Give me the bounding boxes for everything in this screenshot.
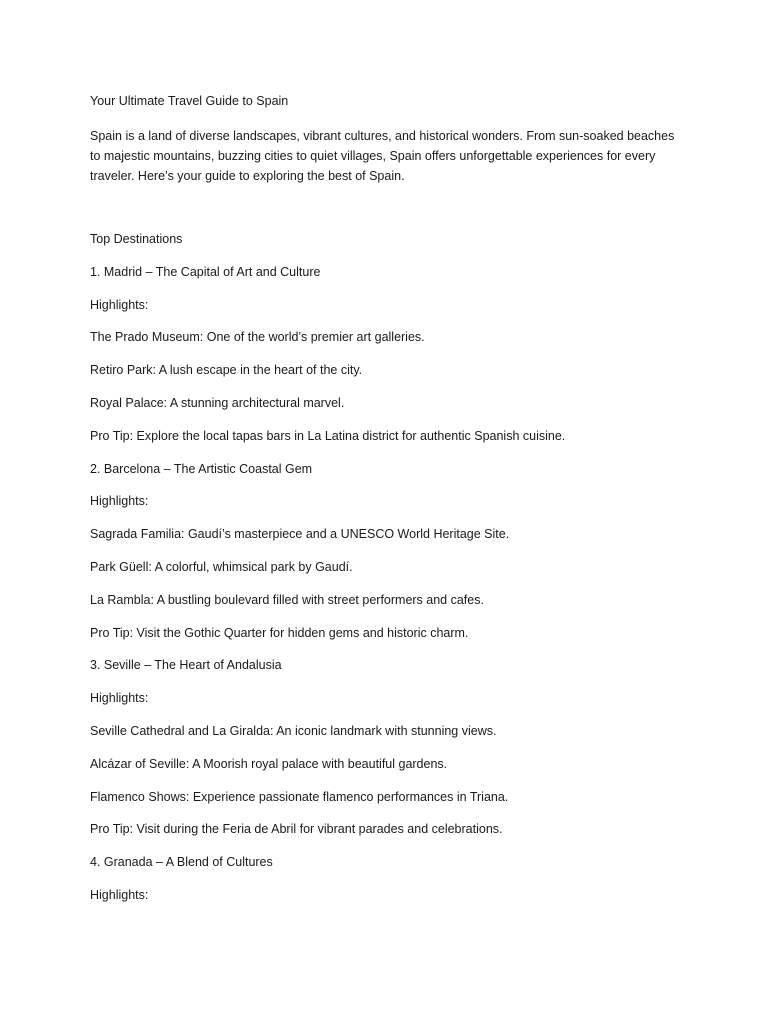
- highlight-item: Flamenco Shows: Experience passionate flamenco performances in Triana.: [90, 789, 509, 804]
- highlights-label: Highlights:: [90, 887, 149, 902]
- destination-heading-madrid: 1. Madrid – The Capital of Art and Culture: [90, 264, 321, 279]
- highlight-item: La Rambla: A bustling boulevard filled with street performers and cafes.: [90, 592, 484, 607]
- highlight-item: Park Güell: A colorful, whimsical park by Gaudí.: [90, 559, 353, 574]
- highlight-item: Sagrada Familia: Gaudí’s masterpiece and a UNESCO World Heritage Site.: [90, 527, 510, 542]
- highlight-item: Royal Palace: A stunning architectural marvel.: [90, 395, 345, 410]
- document-title: Your Ultimate Travel Guide to Spain: [90, 94, 289, 108]
- section-heading-top-destinations: Top Destinations: [90, 232, 183, 246]
- highlights-label: Highlights:: [90, 691, 149, 706]
- destination-heading-granada: 4. Granada – A Blend of Cultures: [90, 855, 273, 870]
- highlight-item: Alcázar of Seville: A Moorish royal palace with beautiful gardens.: [90, 756, 448, 771]
- highlights-label: Highlights:: [90, 297, 149, 312]
- highlight-item: Seville Cathedral and La Giralda: An iconic landmark with stunning views.: [90, 723, 497, 738]
- pro-tip: Pro Tip: Visit the Gothic Quarter for hidden gems and historic charm.: [90, 625, 469, 640]
- destination-heading-barcelona: 2. Barcelona – The Artistic Coastal Gem: [90, 461, 313, 476]
- document-body: [90, 231, 680, 920]
- pro-tip: Pro Tip: Explore the local tapas bars in La Latina district for authentic Spanish cuisine.: [90, 428, 566, 443]
- highlight-item: Retiro Park: A lush escape in the heart of the city.: [90, 363, 363, 378]
- highlight-item: The Prado Museum: One of the world’s premier art galleries.: [90, 330, 425, 345]
- highlights-label: Highlights:: [90, 494, 149, 509]
- destination-heading-seville: 3. Seville – The Heart of Andalusia: [90, 658, 282, 673]
- pro-tip: Pro Tip: Visit during the Feria de Abril for vibrant parades and celebrations.: [90, 822, 503, 837]
- intro-paragraph: Spain is a land of diverse landscapes, vibrant cultures, and historical wonders. From sun-soaked beaches to majestic mountains, buzzing cities to quiet villages, Spain offers unforgettable experiences for every traveler. Here’s your guide to exploring the best of Spain.: [90, 129, 675, 183]
